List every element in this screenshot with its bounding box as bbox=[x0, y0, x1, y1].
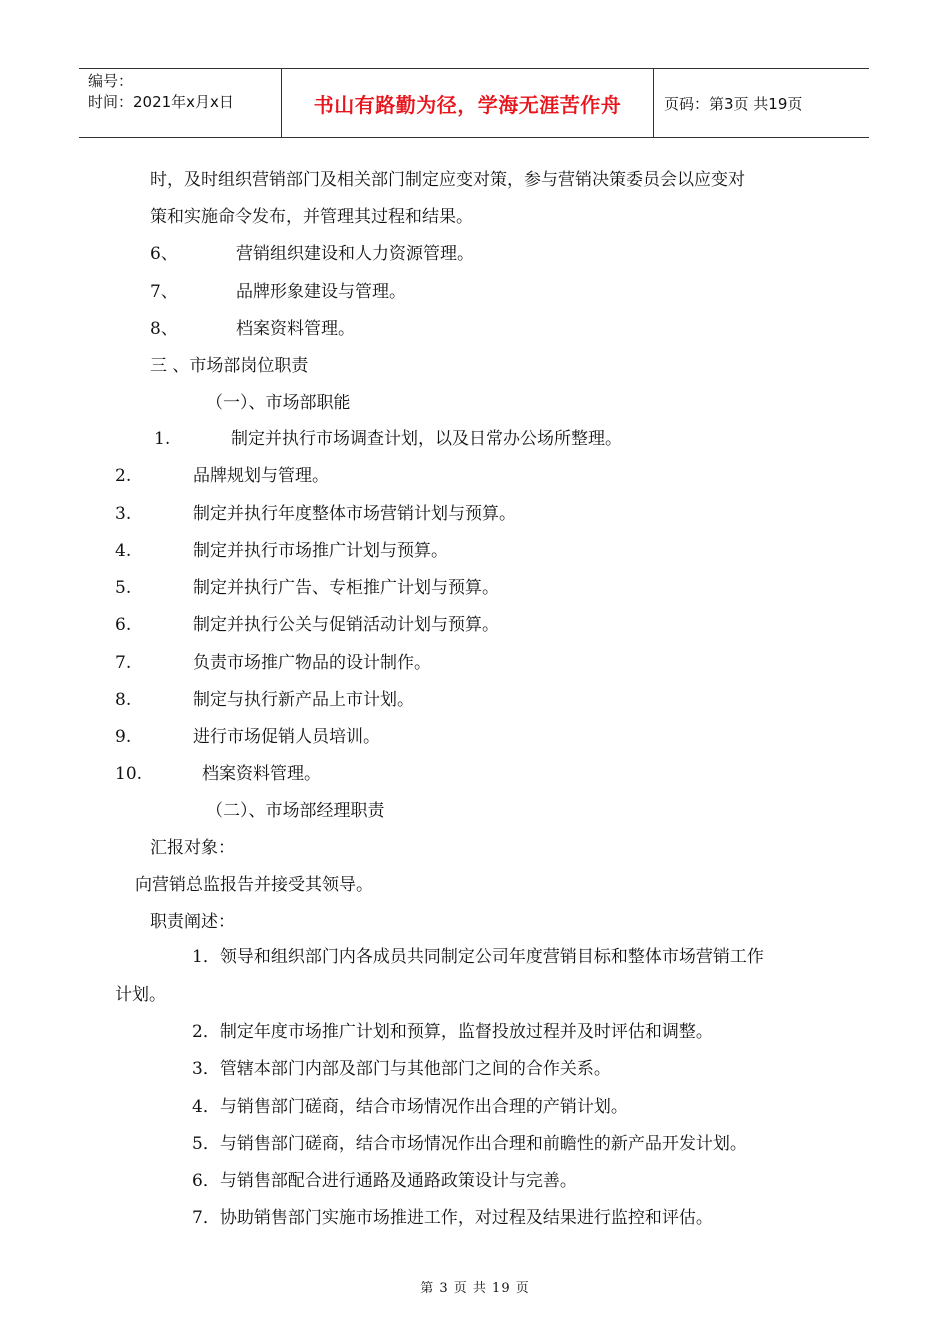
body-line-1: 时，及时组织营销部门及相关部门制定应变对策，参与营销决策委员会以应变对 bbox=[150, 170, 745, 190]
duty-item: 1．领导和组织部门内各成员共同制定公司年度营销目标和整体市场营销工作 bbox=[192, 947, 764, 967]
subsection-heading: （一）、市场部职能 bbox=[206, 393, 351, 413]
list-item-text: 制定并执行市场调查计划，以及日常办公场所整理。 bbox=[231, 429, 622, 449]
list-item-text: 制定并执行年度整体市场营销计划与预算。 bbox=[193, 504, 516, 524]
list-item-number: 10. bbox=[115, 764, 143, 784]
list-item-number: 7. bbox=[115, 653, 132, 673]
header-time: 时间：2021年x月x日 bbox=[88, 93, 234, 111]
list-item-number: 9. bbox=[115, 727, 132, 747]
header-number: 编号： bbox=[88, 72, 134, 90]
list-item-number: 3. bbox=[115, 504, 132, 524]
list-item-number: 1. bbox=[154, 429, 171, 449]
body-line-2: 策和实施命令发布，并管理其过程和结果。 bbox=[150, 207, 473, 227]
list-item-text: 进行市场促销人员培训。 bbox=[193, 727, 380, 747]
list-item bbox=[115, 726, 380, 748]
header-motto: 书山有路勤为径，学海无涯苦作舟 bbox=[313, 92, 622, 117]
list-item bbox=[115, 652, 431, 674]
list-item-text: 制定并执行广告、专柜推广计划与预算。 bbox=[193, 578, 499, 598]
list-item-number: 5. bbox=[115, 578, 132, 598]
duty-item: 5．与销售部门磋商，结合市场情况作出合理和前瞻性的新产品开发计划。 bbox=[192, 1134, 747, 1154]
list-item bbox=[115, 465, 329, 487]
list-item-number: 6. bbox=[115, 615, 132, 635]
section-heading: 三 、市场部岗位职责 bbox=[150, 356, 309, 376]
duty-item-continued: 计划。 bbox=[115, 985, 166, 1005]
list-item bbox=[115, 540, 448, 562]
page-footer: 第 3 页 共 19 页 bbox=[420, 1281, 530, 1296]
list-item bbox=[115, 577, 499, 599]
duty-item: 4．与销售部门磋商，结合市场情况作出合理的产销计划。 bbox=[192, 1097, 628, 1117]
list-item-text: 档案资料管理。 bbox=[202, 764, 321, 784]
list-item-number: 8. bbox=[115, 690, 132, 710]
list-item bbox=[115, 614, 499, 636]
duty-item: 7．协助销售部门实施市场推进工作，对过程及结果进行监控和评估。 bbox=[192, 1208, 713, 1228]
list-item-text: 营销组织建设和人力资源管理。 bbox=[236, 244, 474, 264]
list-item bbox=[115, 503, 516, 525]
duty-label: 职责阐述： bbox=[150, 912, 235, 932]
list-item bbox=[150, 318, 355, 340]
list-item-number: 7、 bbox=[150, 282, 178, 302]
list-item-text: 制定并执行市场推广计划与预算。 bbox=[193, 541, 448, 561]
page-header bbox=[79, 68, 869, 138]
header-page-number: 页码：第3页 共19页 bbox=[664, 94, 803, 113]
list-item bbox=[115, 689, 414, 711]
duty-item: 2．制定年度市场推广计划和预算，监督投放过程并及时评估和调整。 bbox=[192, 1022, 713, 1042]
list-item-number: 2. bbox=[115, 466, 132, 486]
list-item-number: 8、 bbox=[150, 319, 178, 339]
duty-item: 3．管辖本部门内部及部门与其他部门之间的合作关系。 bbox=[192, 1059, 611, 1079]
list-item bbox=[154, 428, 622, 450]
list-item bbox=[150, 243, 474, 265]
list-item-text: 品牌形象建设与管理。 bbox=[236, 282, 406, 302]
header-meta bbox=[79, 69, 282, 137]
list-item-number: 6、 bbox=[150, 244, 178, 264]
list-item-text: 档案资料管理。 bbox=[236, 319, 355, 339]
list-item bbox=[150, 281, 406, 303]
report-label: 汇报对象： bbox=[150, 838, 235, 858]
list-item-text: 制定并执行公关与促销活动计划与预算。 bbox=[193, 615, 499, 635]
report-text: 向营销总监报告并接受其领导。 bbox=[135, 875, 373, 895]
list-item-text: 负责市场推广物品的设计制作。 bbox=[193, 653, 431, 673]
duty-item: 6．与销售部配合进行通路及通路政策设计与完善。 bbox=[192, 1171, 577, 1191]
list-item bbox=[115, 763, 321, 785]
header-page-cell bbox=[654, 69, 869, 137]
subsection-heading: （二）、市场部经理职责 bbox=[206, 801, 385, 821]
list-item-number: 4. bbox=[115, 541, 132, 561]
list-item-text: 品牌规划与管理。 bbox=[193, 466, 329, 486]
header-motto-cell bbox=[282, 69, 654, 137]
list-item-text: 制定与执行新产品上市计划。 bbox=[193, 690, 414, 710]
